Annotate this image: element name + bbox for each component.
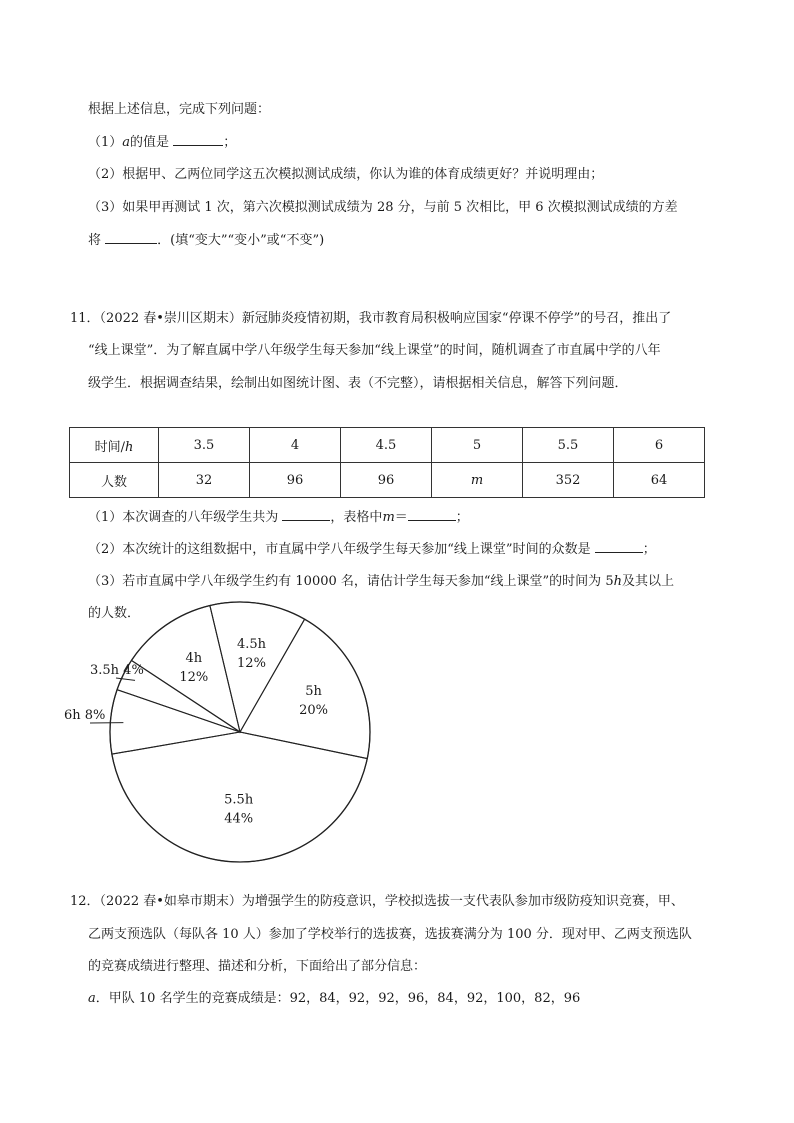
table-cell: 6 xyxy=(614,428,705,463)
pie-slice-label: 6h 8% xyxy=(64,708,106,723)
pie-slice-label: 5.5h xyxy=(224,792,254,808)
q1-prefix: （1） xyxy=(88,135,123,150)
problem-11-line3: 级学生．根据调查结果，绘制出如图统计图、表（不完整），请根据相关信息，解答下列问题． xyxy=(88,376,628,391)
pie-slice xyxy=(110,690,240,754)
table-cell: 5 xyxy=(432,428,523,463)
pie-slice-label: 5h xyxy=(305,683,322,699)
pie-slice-label: 4h xyxy=(185,650,203,666)
q3-suffix: ．(填“变大”“变小”或“不变”) xyxy=(157,233,325,248)
problem-12-item-a: a．甲队 10 名学生的竞赛成绩是：92，84，92，92，96，84，92，100，82，96 xyxy=(88,991,581,1006)
pie-slice-percent: 12% xyxy=(237,656,266,672)
pie-slice-label: 3.5h 4% xyxy=(90,663,144,678)
q1-end: ； xyxy=(223,135,237,150)
table-cell: 5.5 xyxy=(523,428,614,463)
pie-slice-percent: 12% xyxy=(179,669,209,685)
table-cell: 4 xyxy=(250,428,341,463)
q1-variable: a xyxy=(122,135,131,150)
table-cell: 32 xyxy=(159,463,250,498)
table-header-cell: 人数 xyxy=(70,463,159,498)
problem-12-line3: 的竞赛成绩进行整理、描述和分析，下面给出了部分信息： xyxy=(88,959,427,974)
q1-text: 的值是 xyxy=(130,135,170,150)
table-cell: 96 xyxy=(250,463,341,498)
table-cell: 64 xyxy=(614,463,705,498)
p11-question-3-line2: 的人数． xyxy=(88,606,141,621)
intro-text: 根据上述信息，完成下列问题： xyxy=(88,102,271,117)
pie-slice-percent: 44% xyxy=(224,811,254,827)
pie-slice-label: 4.5h xyxy=(236,637,267,653)
p11-question-3-line1: （3）若市直属中学八年级学生约有 10000 名，请估计学生每天参加“线上课堂”的时间为 5h及其以上 xyxy=(88,574,674,589)
table-header-cell: 时间/h xyxy=(70,428,159,463)
p11-question-1: （1）本次调查的八年级学生共为 ，表格中m＝ ； xyxy=(88,510,469,525)
table-cell: 96 xyxy=(341,463,432,498)
table-cell: 4.5 xyxy=(341,428,432,463)
pie-slice-percent: 20% xyxy=(299,702,328,718)
p11-question-2: （2）本次统计的这组数据中，市直属中学八年级学生每天参加“线上课堂”时间的众数是 ； xyxy=(88,542,656,557)
problem-12-line1: 12．（2022 春•如皋市期末）为增强学生的防疫意识，学校拟选拔一支代表队参加市级防疫知识竞赛，甲、 xyxy=(70,894,684,909)
table-cell: 3.5 xyxy=(159,428,250,463)
problem-11-line2: “线上课堂”．为了解直属中学八年级学生每天参加“线上课堂”的时间，随机调查了市直属中学的八年 xyxy=(88,343,661,358)
q3-prefix: 将 xyxy=(88,233,102,248)
problem-12-line2: 乙两支预选队（每队各 10 人）参加了学校举行的选拔赛，选拔赛满分为 100 分．现对甲、乙两支预选队 xyxy=(88,927,692,942)
table-cell: m xyxy=(432,463,523,498)
problem-11-line1: 11．（2022 春•崇川区期末）新冠肺炎疫情初期，我市教育局积极响应国家“停课不停学”的号召，推出了 xyxy=(70,311,672,326)
table-cell: 352 xyxy=(523,463,614,498)
pie-leader-line xyxy=(116,678,135,680)
question-3-line1: （3）如果甲再测试 1 次，第六次模拟测试成绩为 28 分，与前 5 次相比，甲 6 次模拟测试成绩的方差 xyxy=(88,200,678,215)
question-2: （2）根据甲、乙两位同学这五次模拟测试成绩，你认为谁的体育成绩更好？并说明理由； xyxy=(88,167,604,182)
